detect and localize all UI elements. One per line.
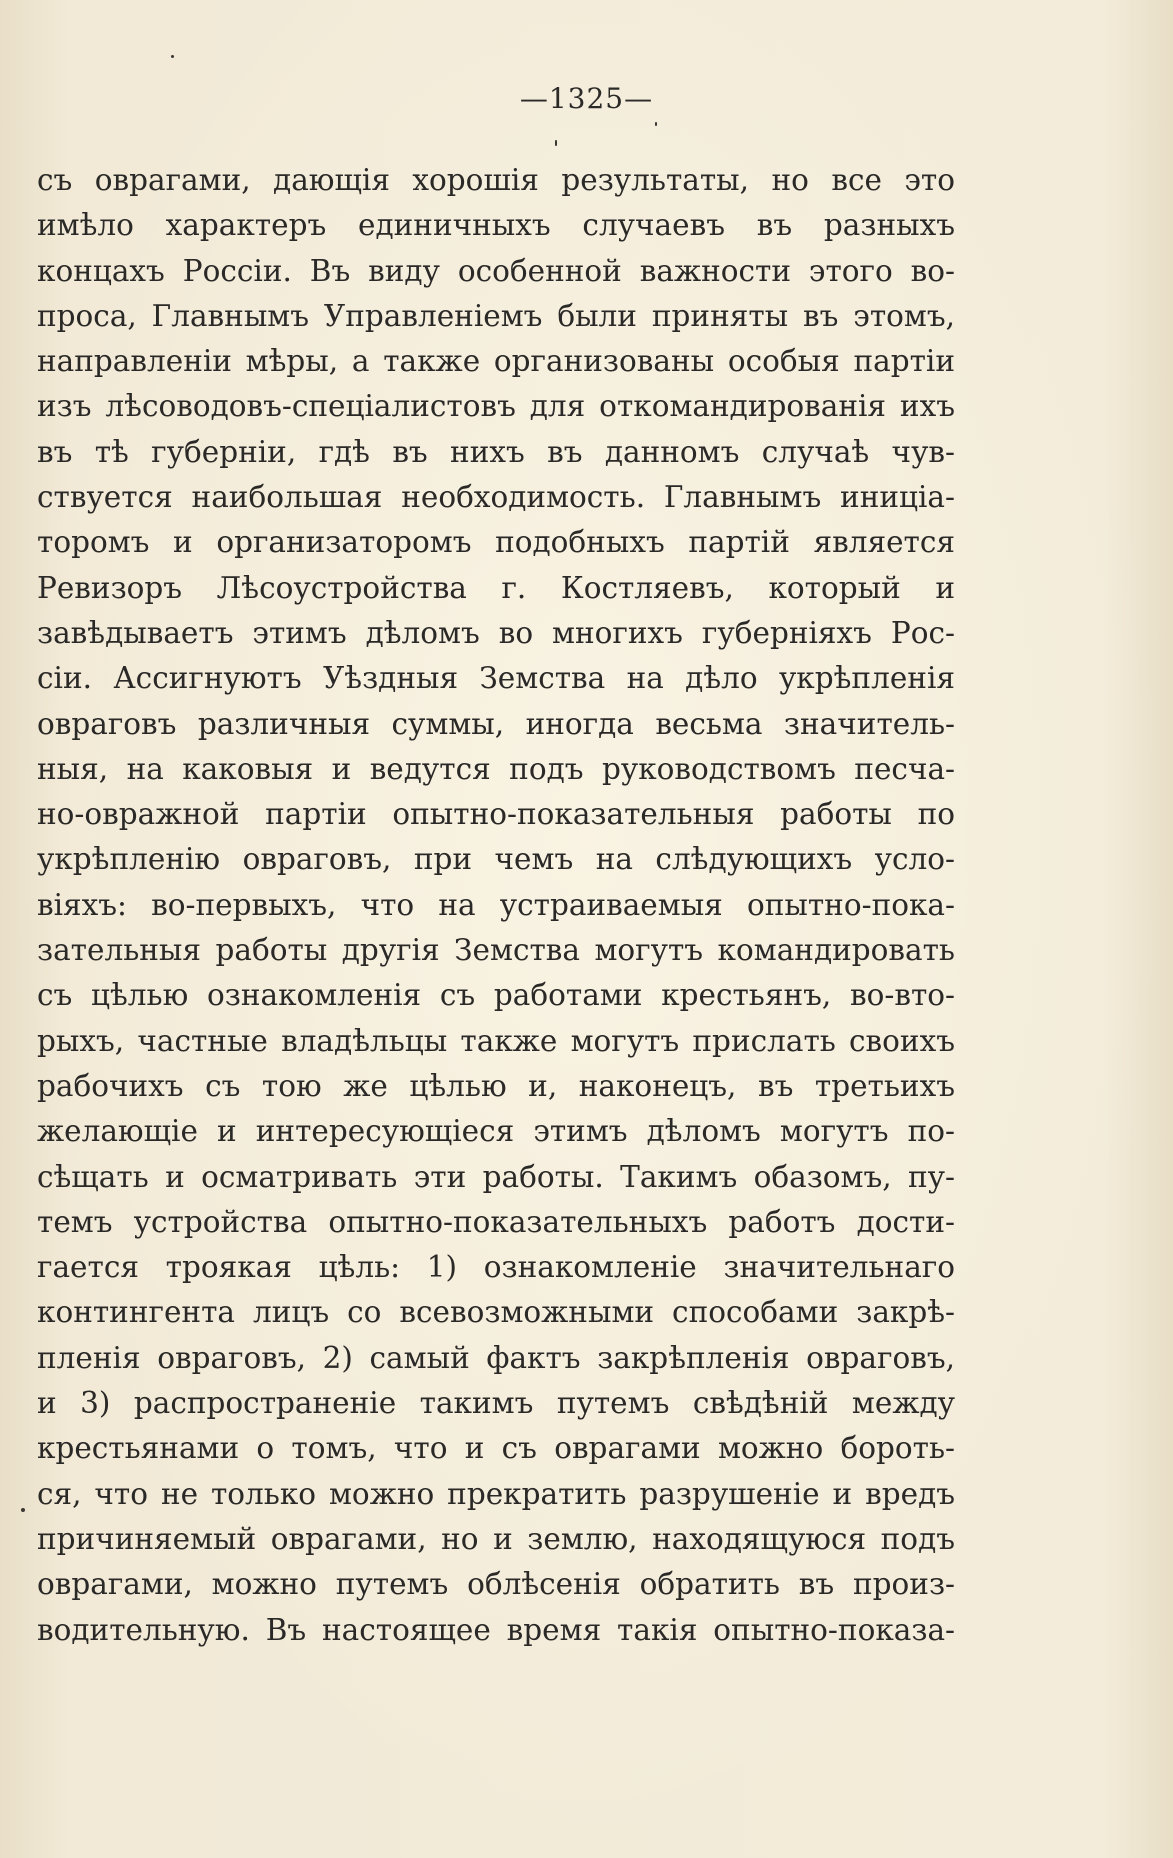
page-number: —1325— <box>519 82 654 115</box>
text-line: Ревизоръ Лѣсоустройства г. Костляевъ, который и <box>37 570 955 605</box>
text-line: но-овражной партіи опытно-показательныя работы по <box>37 797 955 832</box>
text-line: изъ лѣсоводовъ-спеціалистовъ для откомандированія ихъ <box>37 389 955 424</box>
text-line: въ тѣ губерніи, гдѣ въ нихъ въ данномъ случаѣ чув- <box>37 434 955 469</box>
text-line: контингента лицъ со всевозможными способами закрѣ- <box>37 1295 955 1330</box>
text-line: сѣщать и осматривать эти работы. Такимъ обазомъ, пу- <box>37 1159 955 1194</box>
text-line: рабочихъ съ тою же цѣлью и, наконецъ, въ третьихъ <box>37 1068 955 1103</box>
ink-speck <box>655 122 657 126</box>
ink-speck <box>555 140 557 146</box>
text-line: укрѣпленію овраговъ, при чемъ на слѣдующихъ усло- <box>37 842 955 877</box>
text-line: съ цѣлью ознакомленія съ работами крестьянъ, во-вто- <box>37 978 955 1013</box>
text-line: водительную. Въ настоящее время такія опытно-показа- <box>37 1612 955 1647</box>
text-line: зательныя работы другія Земства могутъ командировать <box>37 933 955 968</box>
text-line: торомъ и организаторомъ подобныхъ партій является <box>37 525 955 560</box>
text-line: пленія овраговъ, 2) самый фактъ закрѣпленія овраговъ, <box>37 1340 955 1375</box>
text-line: съ оврагами, дающія хорошія результаты, но все это <box>37 163 955 197</box>
text-line: завѣдываетъ этимъ дѣломъ во многихъ губерніяхъ Рос- <box>37 615 955 650</box>
text-line: овраговъ различныя суммы, иногда весьма значитель- <box>37 706 955 741</box>
text-line: ся, что не только можно прекратить разрушеніе и вредъ <box>37 1476 955 1511</box>
text-line: имѣло характеръ единичныхъ случаевъ въ разныхъ <box>37 208 955 243</box>
text-line: темъ устройства опытно-показательныхъ работъ дости- <box>37 1204 955 1239</box>
text-line: сіи. Ассигнуютъ Уѣздныя Земства на дѣло укрѣпленія <box>37 661 955 696</box>
text-line: концахъ Россіи. Въ виду особенной важности этого во- <box>37 253 955 288</box>
text-line: оврагами, можно путемъ облѣсенія обратить въ произ- <box>37 1567 955 1602</box>
text-line: причиняемый оврагами, но и землю, находящуюся подъ <box>37 1521 955 1556</box>
text-line: ныя, на каковыя и ведутся подъ руководствомъ песча- <box>37 751 955 786</box>
text-line: крестьянами о томъ, что и съ оврагами можно бороть- <box>37 1431 955 1466</box>
text-line: гается троякая цѣль: 1) ознакомленіе значительнаго <box>37 1250 955 1285</box>
text-line: проса, Главнымъ Управленіемъ были приняты въ этомъ, <box>37 298 955 333</box>
text-line: віяхъ: во-первыхъ, что на устраиваемыя опытно-пока- <box>37 887 955 922</box>
body-text <box>37 158 955 1653</box>
text-line: и 3) распространеніе такимъ путемъ свѣдѣній между <box>37 1386 955 1421</box>
text-line: желающіе и интересующіеся этимъ дѣломъ могутъ по- <box>37 1114 955 1149</box>
text-line: рыхъ, частные владѣльцы также могутъ прислать своихъ <box>37 1023 955 1058</box>
ink-speck <box>171 55 174 58</box>
text-line: направленіи мѣры, а также организованы особыя партіи <box>37 344 955 379</box>
ink-speck <box>21 1508 25 1512</box>
text-line: ствуется наибольшая необходимость. Главнымъ иниціа- <box>37 480 955 515</box>
